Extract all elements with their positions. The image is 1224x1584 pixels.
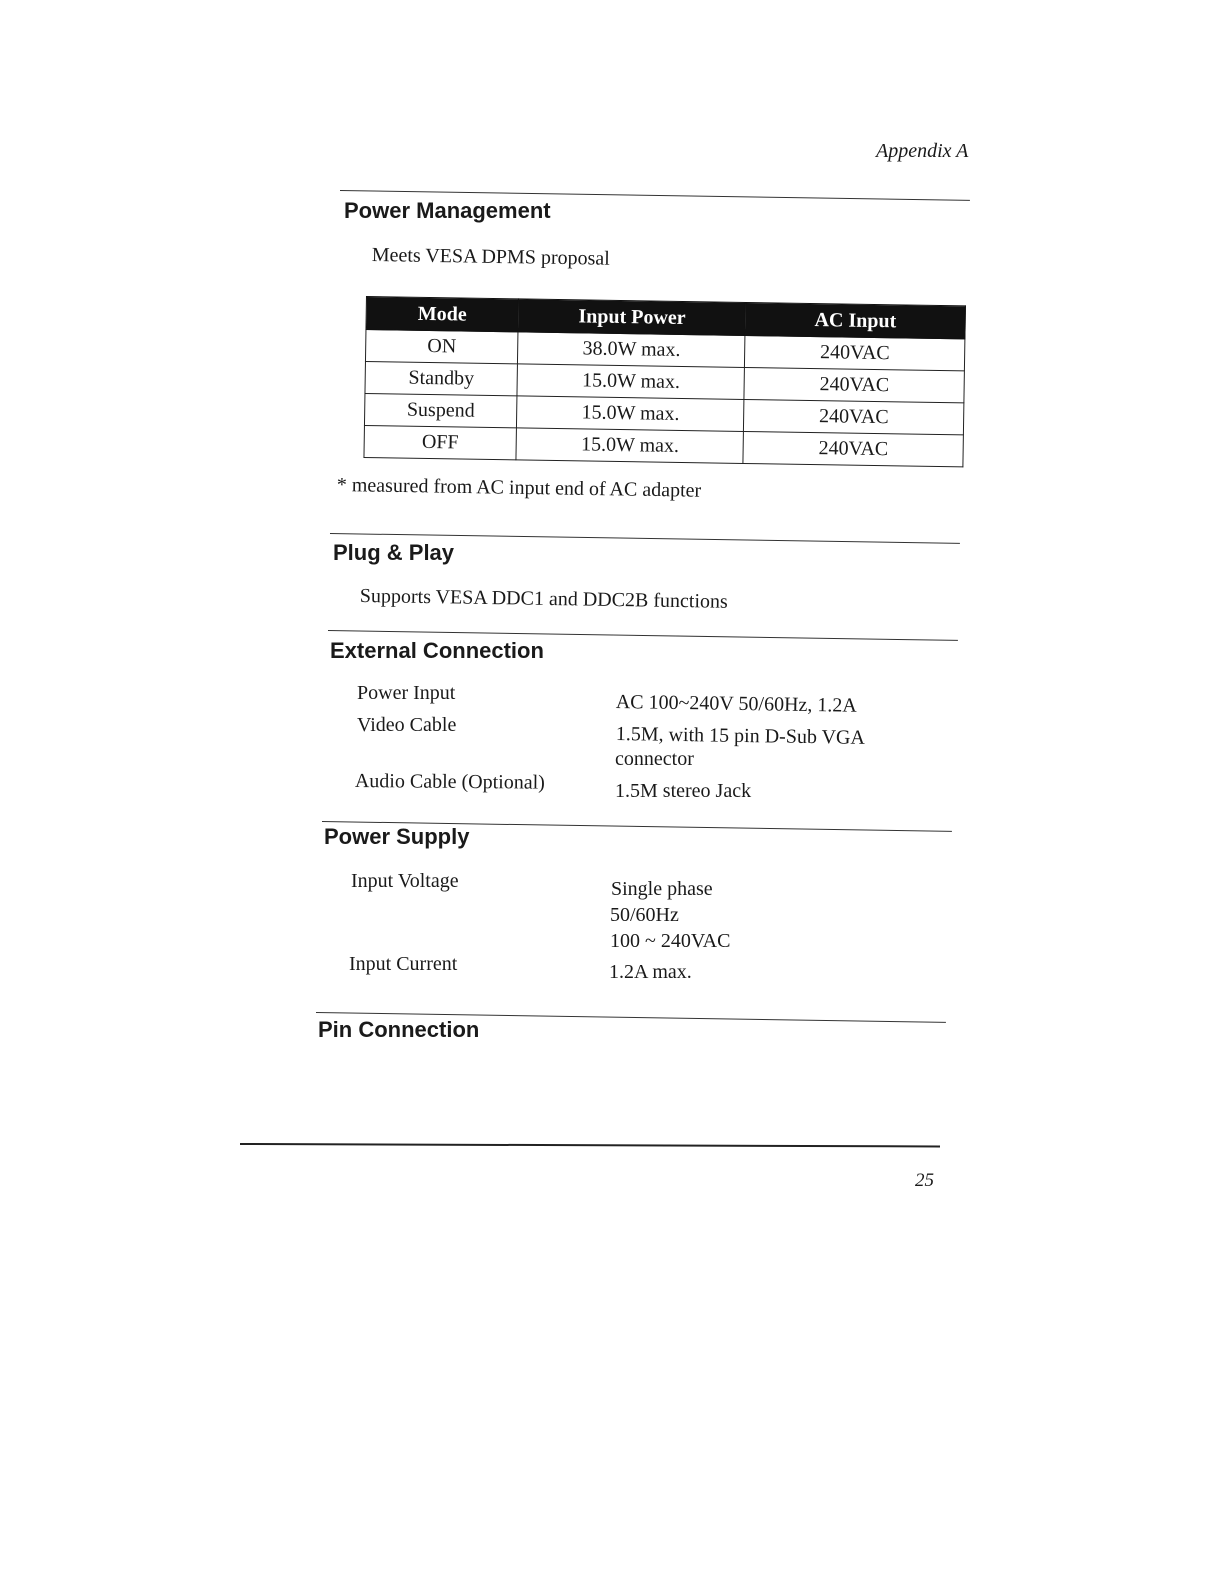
table-header-cell: Input Power — [518, 299, 746, 336]
table-cell: 15.0W max. — [517, 364, 745, 400]
section-title-external-connection: External Connection — [330, 638, 544, 663]
table-cell: 15.0W max. — [517, 396, 745, 432]
spec-label-input-voltage: Input Voltage — [351, 870, 459, 892]
spec-value-video-cable-line2: connector — [615, 748, 694, 770]
table-cell: ON — [365, 330, 518, 364]
table-cell: 240VAC — [744, 367, 964, 402]
running-header: Appendix A — [876, 140, 969, 162]
page-number: 25 — [915, 1170, 934, 1191]
spec-value-input-voltage-line3: 100 ~ 240VAC — [610, 930, 731, 952]
table-cell: OFF — [364, 425, 517, 459]
section-title-power-supply: Power Supply — [324, 824, 470, 849]
table-header-cell: Mode — [366, 297, 519, 332]
table-cell: Suspend — [364, 393, 517, 427]
spec-value-video-cable-line1: 1.5M, with 15 pin D-Sub VGA — [615, 722, 866, 749]
spec-value-input-voltage-line2: 50/60Hz — [610, 904, 679, 926]
spec-value-input-voltage-line1: Single phase — [611, 878, 713, 900]
spec-label-audio-cable: Audio Cable (Optional) — [354, 770, 545, 794]
power-management-description: Meets VESA DPMS proposal — [371, 244, 610, 270]
spec-label-input-current: Input Current — [349, 953, 458, 975]
spec-label-video-cable: Video Cable — [357, 714, 457, 736]
table-header-cell: AC Input — [745, 302, 965, 338]
spec-value-audio-cable: 1.5M stereo Jack — [615, 780, 752, 802]
footer-rule — [240, 1143, 940, 1147]
table-cell: 15.0W max. — [516, 428, 744, 464]
table-cell: 240VAC — [745, 335, 965, 370]
table-cell: Standby — [365, 361, 518, 395]
section-title-power-management: Power Management — [344, 198, 551, 223]
spec-value-power-input: AC 100~240V 50/60Hz, 1.2A — [615, 690, 857, 717]
table-cell: 38.0W max. — [518, 332, 746, 368]
table-cell: 240VAC — [743, 431, 963, 466]
spec-value-input-current: 1.2A max. — [609, 961, 692, 983]
power-modes-table — [363, 296, 965, 467]
spec-label-power-input: Power Input — [357, 682, 456, 704]
plug-and-play-description: Supports VESA DDC1 and DDC2B functions — [359, 585, 728, 613]
power-table-footnote: * measured from AC input end of AC adapter — [336, 474, 702, 502]
table-cell: 240VAC — [744, 399, 964, 434]
section-title-plug-and-play: Plug & Play — [333, 540, 455, 565]
section-title-pin-connection: Pin Connection — [318, 1017, 480, 1042]
